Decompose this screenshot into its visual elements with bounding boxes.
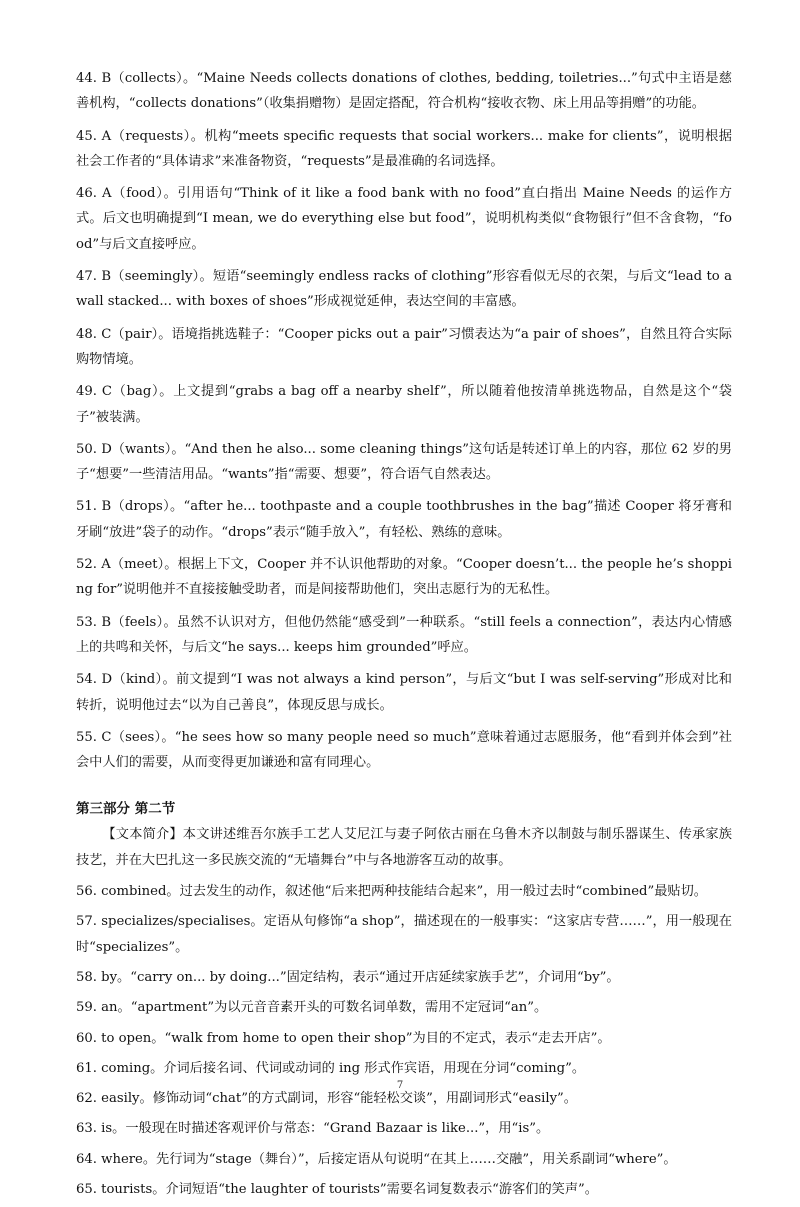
answer-item-48: 48. C（pair）。语境指挑选鞋子：“Cooper picks out a pair”习惯表达为“a pair of shoes”，自然且符合实际购物情境。 [76,326,732,367]
text-intro: 【文本简介】本文讲述维吾尔族手工艺人艾尼江与妻子阿依古丽在乌鲁木齐以制鼓与制乐器谋生、传承家族技艺，并在大巴扎这一多民族交流的“无墙舞台”中与各地游客互动的故事。 [76,827,732,868]
answer-item-49: 49. C（bag）。上文提到“grabs a bag off a nearby shelf”，所以随着他按清单挑选物品，自然是这个“袋子”被装满。 [76,384,732,425]
answer-item-44: 44. B（collects）。“Maine Needs collects donations of clothes, bedding, toiletries...”句式中主语是慈善机构，“collects donations”（收集捐赠物）是固定搭配，符合机构“接收衣物、床上用品等捐赠”的功能。 [76,71,732,112]
answer-item-64: 64. where。先行词为“stage（舞台）”，后接定语从句说明“在其上……交融”，用关系副词“where”。 [76,1151,677,1167]
page-number: 7 [396,1080,404,1091]
answer-item-55: 55. C（sees）。“he sees how so many people need so much”意味着通过志愿服务，他“看到并体会到”社会中人们的需要，从而变得更加谦逊和富有同理心。 [76,729,732,771]
answer-explanations [76,66,732,1207]
part3-answers [76,879,732,1202]
answer-item-65: 65. tourists。介词短语“the laughter of tourists”需要名词复数表示“游客们的笑声”。 [76,1181,598,1197]
answer-item-51: 51. B（drops）。“after he... toothpaste and a couple toothbrushes in the bag”描述 Cooper 将牙膏和牙刷“放进”袋子的动作。“drops”表示“随手放入”，有轻松、熟练的意味。 [76,499,732,540]
answer-item-53: 53. B（feels）。虽然不认识对方，但他仍然能“感受到”一种联系。“still feels a connection”，表达内心情感上的共鸣和关怀，与后文“he says... keeps him grounded”呼应。 [76,614,732,655]
answer-item-59: 59. an。“apartment”为以元音音素开头的可数名词单数，需用不定冠词“an”。 [76,1000,548,1016]
answer-item-50: 50. D（wants）。“And then he also... some cleaning things”这句话是转述订单上的内容，那位 62 岁的男子“想要”一些清洁用品。“wants”指“需要、想要”，符合语气自然表达。 [76,441,732,483]
answer-item-46: 46. A（food）。引用语句“Think of it like a food bank with no food”直白指出 Maine Needs 的运作方式。后文也明确提到“I mean, we do everything else but food”，说明机构类似“食物银行”但不含食物，“food”与后文直接呼应。 [76,186,732,252]
answer-item-52: 52. A（meet）。根据上下文，Cooper 并不认识他帮助的对象。“Cooper doesn’t... the people he’s shopping for”说明他并不直接接触受助者，而是间接帮助他们，突出志愿行为的无私性。 [76,557,732,598]
answer-item-56: 56. combined。过去发生的动作，叙述他“后来把两种技能结合起来”，用一般过去时“combined”最贴切。 [76,884,707,900]
answer-item-60: 60. to open。“walk from home to open their shop”为目的不定式，表示“走去开店”。 [76,1030,611,1046]
answer-item-63: 63. is。一般现在时描述客观评价与常态：“Grand Bazaar is like...”，用“is”。 [76,1121,550,1137]
answer-item-47: 47. B（seemingly）。短语“seemingly endless racks of clothing”形容看似无尽的衣架，与后文“lead to a wall stacked... with boxes of shoes”形成视觉延伸，表达空间的丰富感。 [76,269,732,310]
answer-item-45: 45. A（requests）。机构“meets specific requests that social workers... make for clients”，说明根据社会工作者的“具体请求”来准备物资，“requests”是最准确的名词选择。 [76,128,732,169]
answer-item-54: 54. D（kind）。前文提到“I was not always a kind person”，与后文“but I was self-serving”形成对比和转折，说明他过去“以为自己善良”，体现反思与成长。 [76,672,732,713]
answer-item-62: 62. easily。修饰动词“chat”的方式副词，形容“能轻松交谈”，用副词形式“easily”。 [76,1091,577,1107]
answer-item-57: 57. specializes/specialises。定语从句修饰“a shop”，描述现在的一般事实：“这家店专营……”，用一般现在时“specializes”。 [76,914,732,955]
part2-answers [76,66,732,775]
answer-item-61: 61. coming。介词后接名词、代词或动词的 ing 形式作宾语，用现在分词“coming”。 [76,1060,586,1076]
section-title: 第三部分 第二节 [76,801,176,818]
answer-item-58: 58. by。“carry on... by doing...”固定结构，表示“通过开店延续家族手艺”，介词用“by”。 [76,969,620,985]
